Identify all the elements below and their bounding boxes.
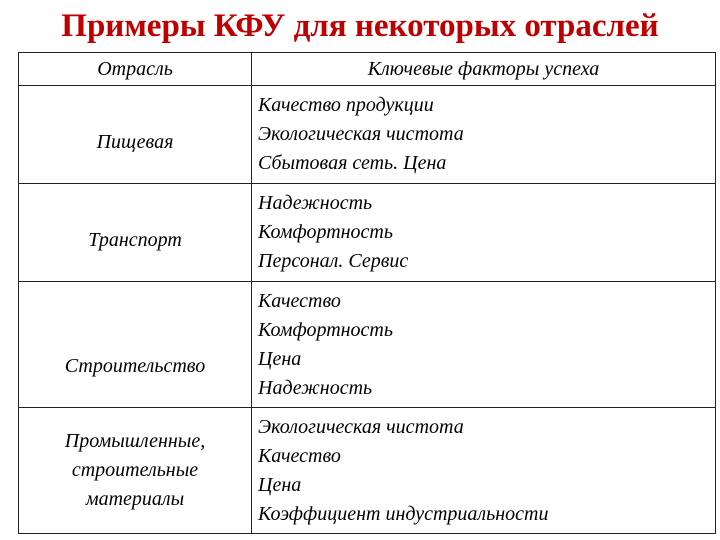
table-row [19, 184, 716, 282]
factors-cell [252, 86, 716, 184]
factor-item: Экологическая чистота [258, 123, 464, 145]
slide-title: Примеры КФУ для некоторых отраслей [61, 8, 659, 44]
table-row [19, 408, 716, 534]
industry-name: строительные [71, 459, 199, 481]
factor-item: Цена [258, 473, 302, 496]
industry-name: материалы [85, 488, 185, 510]
factors-cell [252, 408, 716, 534]
factor-item: Коэффициент индустриальности [258, 502, 549, 525]
factor-item: Комфортность [258, 318, 393, 341]
factor-item: Надежность [258, 192, 373, 214]
factor-item: Качество [258, 444, 341, 467]
industry-cell [19, 184, 252, 282]
factors-cell [252, 184, 716, 282]
factor-item: Сбытовая сеть. Цена [258, 152, 447, 174]
header-industry: Отрасль [19, 53, 252, 86]
table-row [19, 282, 716, 408]
header-factors: Ключевые факторы успеха [252, 53, 716, 86]
factor-item: Качество продукции [258, 94, 434, 116]
factors-cell [252, 282, 716, 408]
industry-name: Промышленные, [64, 430, 206, 452]
industry-name: Транспорт [88, 229, 182, 251]
industry-cell [19, 86, 252, 184]
factor-item: Комфортность [258, 221, 393, 243]
factor-item: Персонал. Сервис [258, 250, 409, 272]
table-header-row [19, 53, 716, 86]
factor-item: Цена [258, 347, 302, 370]
industry-name: Пищевая [96, 131, 174, 153]
industry-cell [19, 408, 252, 534]
factor-item: Надежность [258, 376, 373, 399]
factor-item: Экологическая чистота [258, 415, 464, 438]
table-row [19, 86, 716, 184]
factor-item: Качество [258, 289, 341, 312]
kfu-table [18, 52, 716, 534]
industry-name: Строительство [64, 355, 206, 377]
industry-cell [19, 282, 252, 408]
